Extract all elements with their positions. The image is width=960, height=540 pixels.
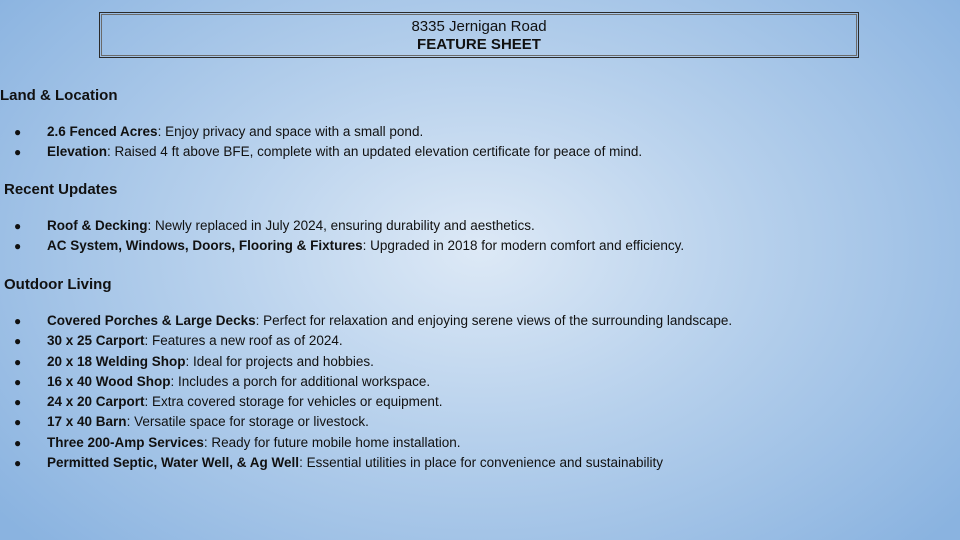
bullet-icon: ● [14,354,22,369]
list-item [0,236,684,256]
item-label: 30 x 25 Carport [47,333,145,349]
bullet-icon: ● [14,415,22,430]
list-item [0,412,732,432]
item-label: 17 x 40 Barn [47,414,127,430]
title-box [99,12,859,58]
page-title: FEATURE SHEET [417,36,541,53]
bullet-icon: ● [14,456,22,471]
bullet-icon: ● [14,239,22,254]
item-text: : Features a new roof as of 2024. [144,333,343,349]
item-text: : Perfect for relaxation and enjoying serene views of the surrounding landscape. [255,313,733,328]
land-location-list [0,122,642,163]
item-label: 20 x 18 Welding Shop [47,353,186,369]
item-text: : Raised 4 ft above BFE, complete with an updated elevation certificate for peace of mind. [107,144,643,160]
list-item [0,311,732,331]
item-label: 16 x 40 Wood Shop [47,373,171,389]
bullet-icon: ● [14,374,22,389]
bullet-icon: ● [14,435,22,450]
item-label: Elevation [47,144,108,160]
bullet-icon: ● [14,395,22,410]
section-heading-land-location: Land & Location [0,87,118,104]
item-label: 24 x 20 Carport [47,394,145,410]
list-item [0,142,642,162]
list-item [0,372,732,392]
bullet-icon: ● [14,219,22,233]
list-item [0,216,684,236]
recent-updates-list [0,216,684,257]
item-label: Roof & Decking [47,218,148,233]
bullet-icon: ● [14,125,22,139]
item-text: : Essential utilities in place for convenience and sustainability [299,455,664,471]
item-label: Covered Porches & Large Decks [47,313,256,328]
item-text: : Enjoy privacy and space with a small pond. [157,124,424,139]
property-address: 8335 Jernigan Road [411,18,547,35]
list-item [0,352,732,372]
list-item [0,453,732,473]
item-text: : Upgraded in 2018 for modern comfort and efficiency. [362,238,685,254]
list-item [0,122,642,142]
item-text: : Newly replaced in July 2024, ensuring durability and aesthetics. [147,218,535,233]
item-label: Three 200-Amp Services [47,434,204,450]
item-label: Permitted Septic, Water Well, & Ag Well [47,455,300,471]
item-text: : Ideal for projects and hobbies. [185,353,374,369]
bullet-icon: ● [14,314,22,328]
section-heading-recent-updates: Recent Updates [4,181,118,198]
list-item [0,433,732,453]
item-text: : Ready for future mobile home installation. [203,434,461,450]
item-label: AC System, Windows, Doors, Flooring & Fixtures [47,238,363,254]
item-text: : Extra covered storage for vehicles or equipment. [144,394,443,410]
outdoor-living-list [0,311,732,473]
bullet-icon: ● [14,145,22,160]
item-text: : Versatile space for storage or livestock. [126,414,369,430]
item-text: : Includes a porch for additional workspace. [170,373,431,389]
item-label: 2.6 Fenced Acres [47,124,158,139]
bullet-icon: ● [14,334,22,349]
section-heading-outdoor-living: Outdoor Living [4,276,112,293]
list-item [0,331,732,351]
list-item [0,392,732,412]
